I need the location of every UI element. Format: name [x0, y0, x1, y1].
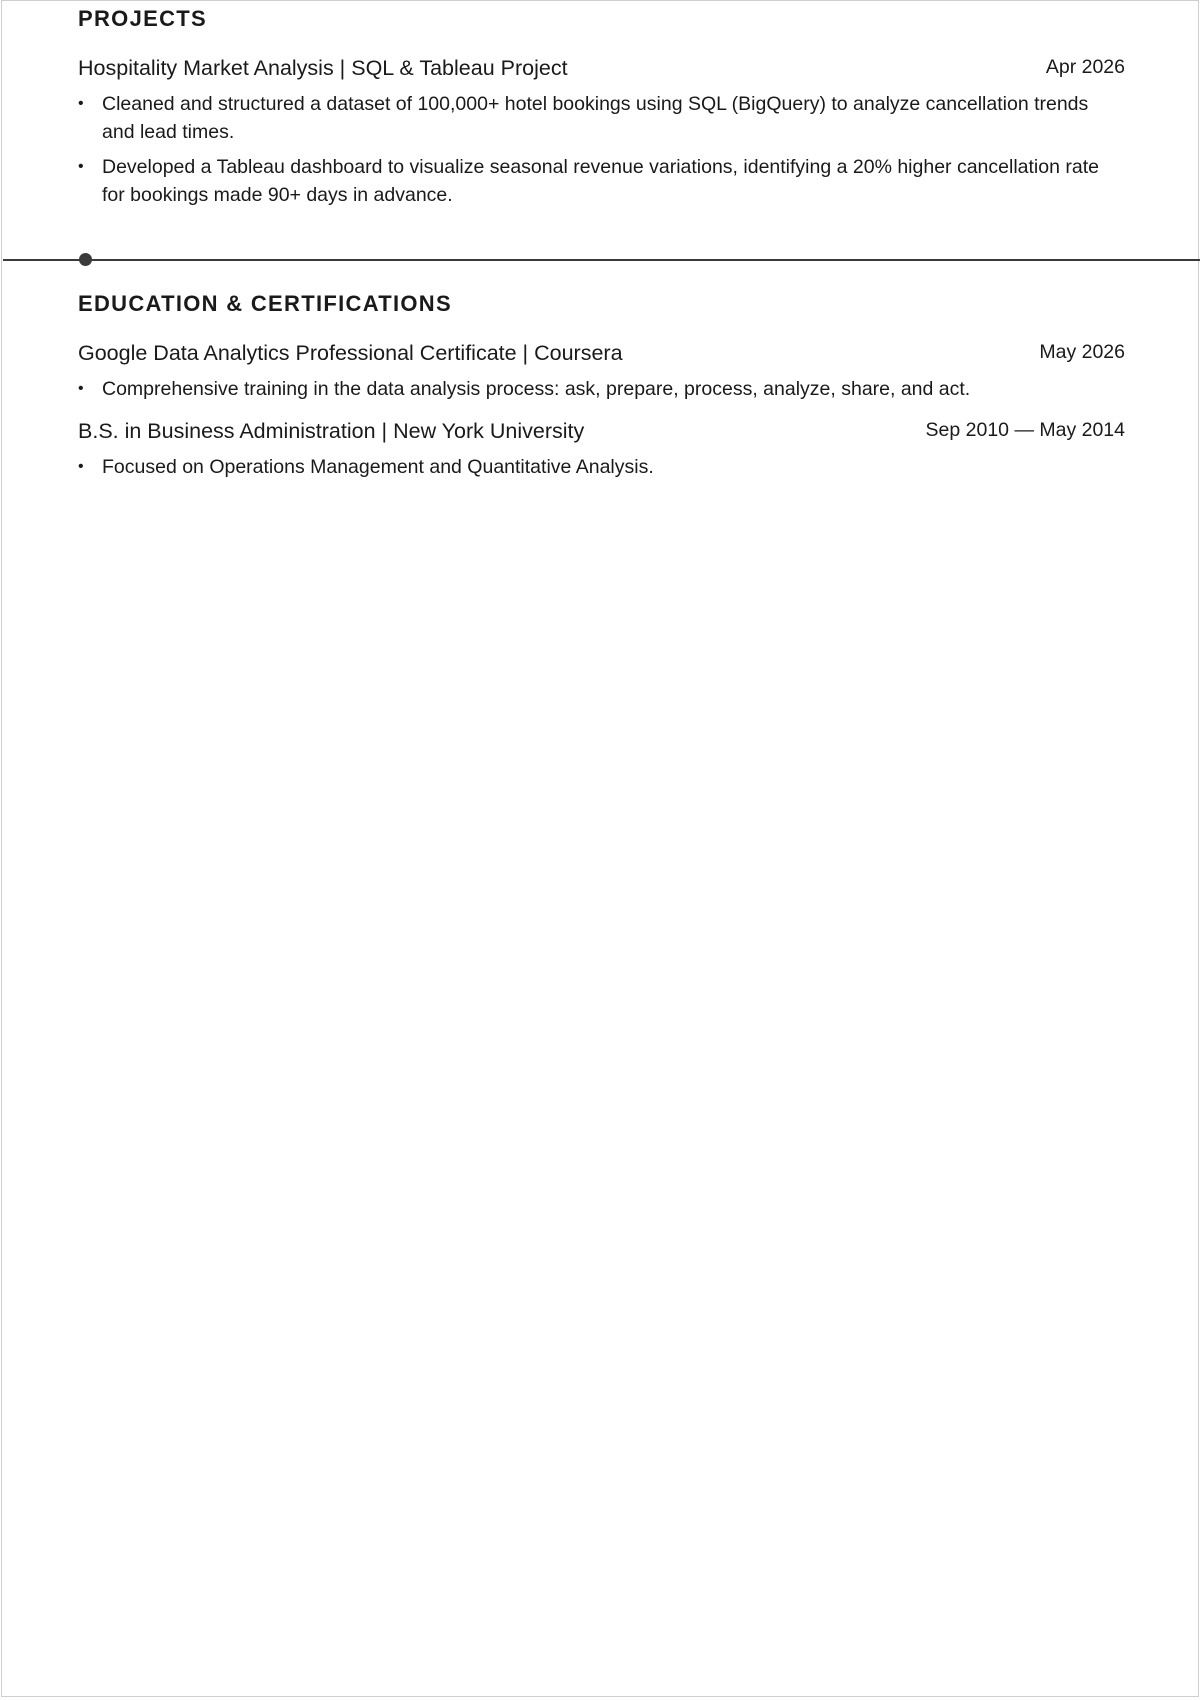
entry-header: [78, 341, 1125, 371]
bullet-item: [78, 90, 1125, 146]
bullet-item: [78, 453, 1125, 481]
section-divider: [3, 259, 1200, 261]
bullet-icon: •: [78, 95, 84, 112]
bullet-icon: •: [78, 158, 84, 175]
bullet-text: Comprehensive training in the data analysis process: ask, prepare, process, analyze, share, and act.: [102, 378, 971, 400]
bullet-list: [78, 375, 1125, 403]
entry-date: May 2026: [1039, 341, 1125, 363]
entry-header: [78, 56, 1125, 86]
divider-dot-icon: [79, 253, 92, 266]
entry-date: Apr 2026: [1045, 56, 1125, 78]
section-title-education: EDUCATION & CERTIFICATIONS: [78, 291, 452, 316]
bullet-item: [78, 153, 1125, 209]
bullet-list: [78, 453, 1125, 481]
bullet-list: [78, 90, 1125, 209]
entry-title: Hospitality Market Analysis | SQL & Tableau Project: [78, 56, 568, 80]
entry-title: Google Data Analytics Professional Certificate | Coursera: [78, 341, 623, 365]
education-entry: [78, 419, 1125, 481]
resume-page: [1, 0, 1199, 1697]
entry-date: Sep 2010 — May 2014: [925, 419, 1125, 441]
entry-title: B.S. in Business Administration | New York University: [78, 419, 585, 443]
section-title-projects: PROJECTS: [78, 6, 207, 31]
bullet-icon: •: [78, 458, 84, 475]
education-entry: [78, 341, 1125, 403]
bullet-item: [78, 375, 1125, 403]
bullet-text: Developed a Tableau dashboard to visualize seasonal revenue variations, identifying a 20% higher cancellation rate for bookings made 90+ days in advance.: [102, 156, 1099, 206]
education-section: [78, 291, 1125, 481]
project-entry: [78, 56, 1125, 209]
projects-section: [78, 6, 1125, 209]
bullet-icon: •: [78, 380, 84, 397]
bullet-text: Focused on Operations Management and Quantitative Analysis.: [102, 456, 654, 478]
entry-header: [78, 419, 1125, 449]
bullet-text: Cleaned and structured a dataset of 100,000+ hotel bookings using SQL (BigQuery) to analyze cancellation trends and lead times.: [102, 93, 1089, 143]
